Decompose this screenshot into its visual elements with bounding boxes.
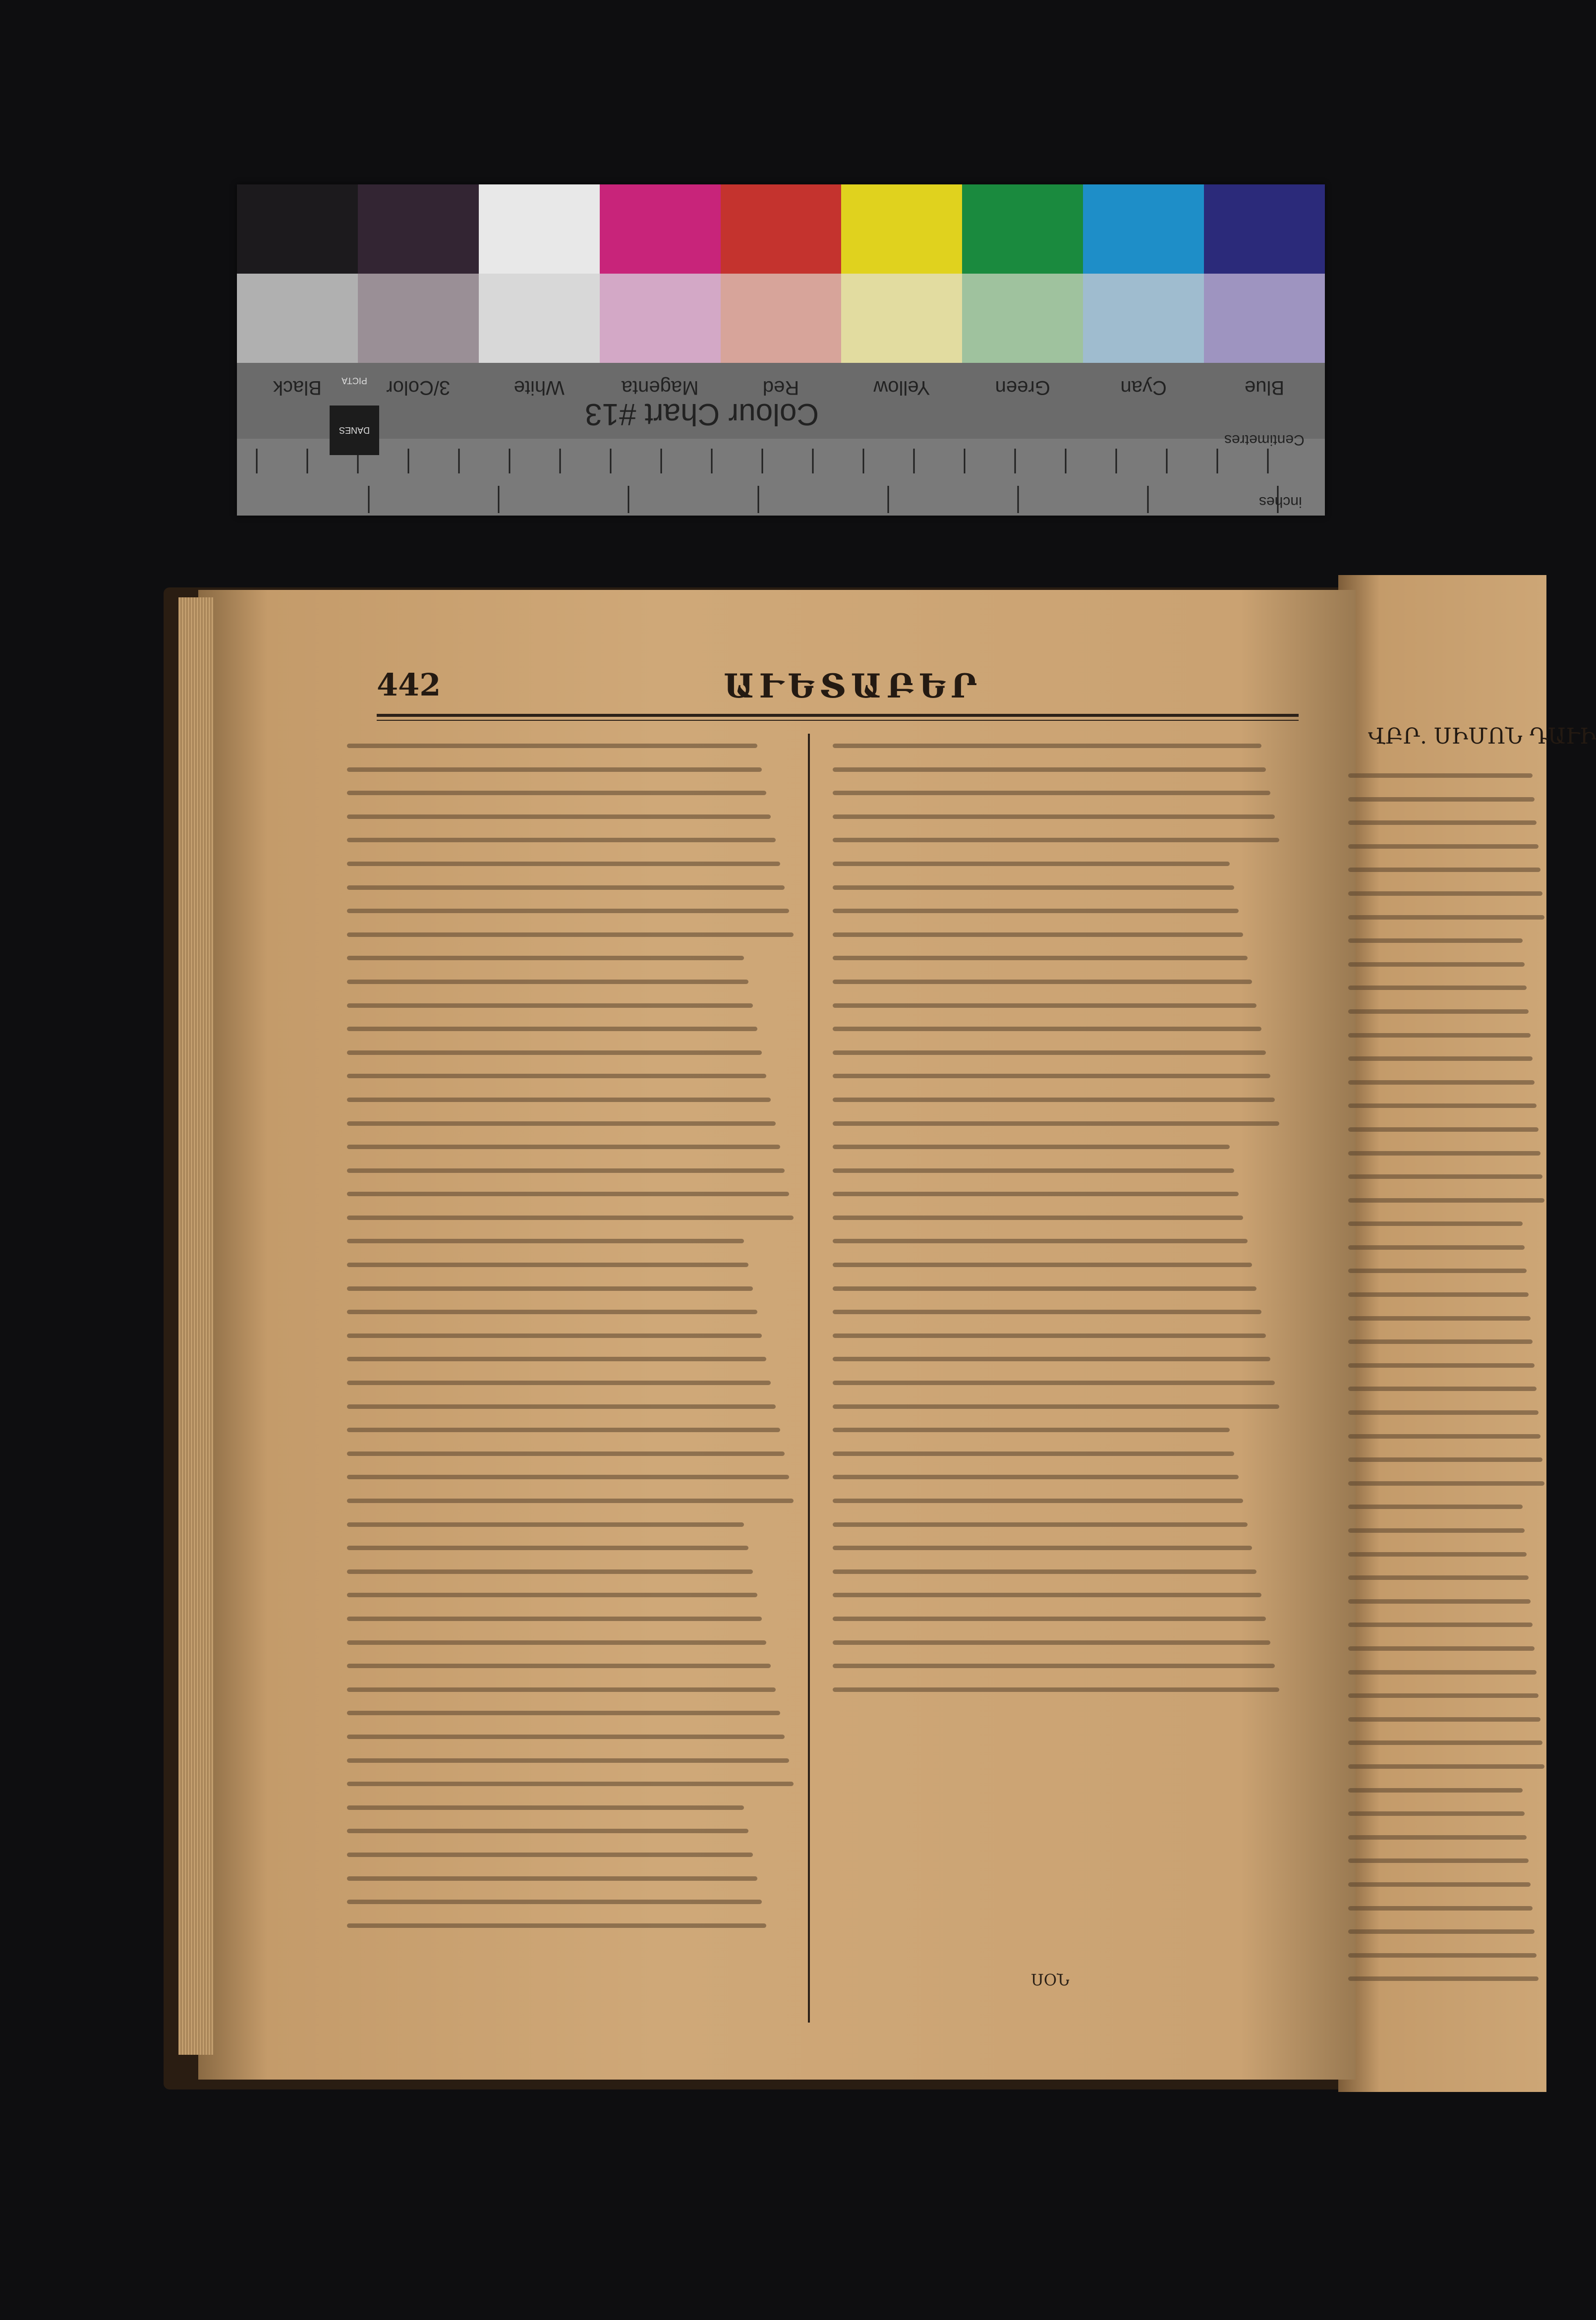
text-line <box>347 909 789 913</box>
text-line <box>347 1805 744 1810</box>
text-line <box>347 1239 744 1243</box>
text-line <box>1348 1221 1523 1226</box>
text-line <box>833 1687 1279 1692</box>
text-line <box>347 1121 776 1126</box>
text-line <box>1348 1434 1540 1439</box>
text-line <box>1348 1788 1523 1793</box>
text-line <box>1348 1976 1539 1981</box>
text-line <box>1348 1953 1537 1958</box>
text-line <box>1348 1764 1544 1769</box>
text-line <box>1348 1858 1529 1863</box>
text-line <box>1348 1363 1535 1368</box>
text-line <box>347 814 771 819</box>
text-line <box>1348 1151 1540 1156</box>
text-line <box>1348 1552 1527 1557</box>
text-line <box>833 956 1248 960</box>
text-line <box>347 1617 762 1621</box>
text-line <box>347 932 794 937</box>
text-column-right <box>833 744 1284 1715</box>
text-line <box>347 1546 748 1550</box>
swatch-top-6 <box>962 184 1083 274</box>
text-line <box>347 1145 780 1149</box>
swatch-top-2 <box>479 184 600 274</box>
text-line <box>833 1263 1252 1267</box>
text-line <box>833 1239 1248 1243</box>
ruler-unit-cm: Centimetres <box>1224 432 1305 448</box>
header-rule-thin <box>377 720 1299 721</box>
text-line <box>833 1522 1248 1527</box>
text-line <box>833 1310 1261 1314</box>
text-line <box>347 744 757 748</box>
text-line <box>833 1074 1270 1078</box>
text-line <box>347 1098 771 1102</box>
running-head: ԱՒԵՏԱԲԵՐ <box>724 667 982 705</box>
text-line <box>833 1475 1239 1479</box>
text-line <box>1348 1575 1529 1580</box>
text-line <box>1348 1811 1525 1816</box>
swatch-label: White <box>513 377 565 399</box>
text-line <box>1348 1339 1533 1344</box>
text-line <box>347 1404 776 1409</box>
text-line <box>1348 1198 1544 1203</box>
text-line <box>1348 1127 1539 1132</box>
swatch-bottom-5 <box>841 274 962 363</box>
text-line <box>833 814 1275 819</box>
text-line <box>347 1050 762 1055</box>
text-line <box>347 1381 771 1385</box>
text-column-right-page <box>1348 773 1546 2023</box>
text-line <box>347 1357 766 1361</box>
text-line <box>1348 1292 1529 1297</box>
text-line <box>833 980 1252 984</box>
text-line <box>347 1758 789 1763</box>
swatch-label: Green <box>995 377 1050 399</box>
text-line <box>347 1687 776 1692</box>
text-line <box>1348 1103 1537 1108</box>
right-page-heading: ՎԲՐ. ՍԻՄՈՆ ԴԱՒԻ <box>1368 724 1596 749</box>
text-line <box>833 885 1234 890</box>
text-line <box>347 1310 757 1314</box>
text-line <box>347 1664 771 1668</box>
text-line <box>833 909 1239 913</box>
text-line <box>833 767 1266 772</box>
swatch-top-7 <box>1083 184 1204 274</box>
text-line <box>347 791 766 795</box>
text-line <box>347 980 748 984</box>
column-divider <box>808 734 810 2023</box>
text-line <box>1348 1835 1527 1840</box>
swatch-top-0 <box>237 184 358 274</box>
text-line <box>833 1168 1234 1173</box>
text-line <box>347 956 744 960</box>
text-line <box>833 1381 1275 1385</box>
text-line <box>347 838 776 842</box>
text-line <box>347 1593 757 1597</box>
text-line <box>1348 1882 1531 1887</box>
swatch-bottom-3 <box>600 274 721 363</box>
text-line <box>833 1050 1266 1055</box>
swatch-top-1 <box>358 184 479 274</box>
text-line <box>347 1900 762 1904</box>
text-line <box>833 1192 1239 1196</box>
page-number: 442 <box>377 667 441 703</box>
text-line <box>1348 1316 1531 1321</box>
text-line <box>347 1782 794 1786</box>
text-line <box>1348 1410 1539 1415</box>
text-line <box>833 1428 1230 1432</box>
colour-chart-title: Colour Chart #13 <box>585 397 819 431</box>
swatch-bottom-0 <box>237 274 358 363</box>
text-line <box>833 791 1270 795</box>
swatch-label: Yellow <box>873 377 930 399</box>
text-line <box>1348 1174 1542 1179</box>
text-line <box>347 1499 794 1503</box>
text-line <box>347 1475 789 1479</box>
text-line <box>833 1334 1266 1338</box>
text-line <box>833 1640 1270 1645</box>
text-line <box>1348 1740 1542 1745</box>
text-line <box>833 1003 1256 1008</box>
swatch-label: Red <box>762 377 799 399</box>
text-line <box>1348 938 1523 943</box>
text-line <box>833 1121 1279 1126</box>
text-line <box>347 1216 794 1220</box>
footer-mark: ՍՕՆ <box>1031 1971 1070 1989</box>
text-line <box>1348 1269 1527 1273</box>
swatch-label: Blue <box>1245 377 1285 399</box>
text-line <box>1348 1599 1531 1604</box>
text-line <box>833 1145 1230 1149</box>
text-line <box>1348 1693 1539 1698</box>
text-line <box>1348 1717 1540 1722</box>
text-line <box>347 767 762 772</box>
text-line <box>347 1286 753 1291</box>
swatch-bottom-8 <box>1204 274 1325 363</box>
text-line <box>1348 868 1540 872</box>
text-line <box>347 1003 753 1008</box>
swatch-bottom-7 <box>1083 274 1204 363</box>
text-column-left <box>347 744 798 1963</box>
text-line <box>347 1876 757 1881</box>
swatch-label: 3/Color <box>386 377 451 399</box>
swatch-row-bottom <box>237 274 1325 363</box>
text-line <box>833 1216 1243 1220</box>
text-line <box>1348 1623 1533 1627</box>
swatch-row-top <box>237 184 1325 274</box>
text-line <box>1348 962 1525 967</box>
swatch-bottom-1 <box>358 274 479 363</box>
swatch-top-3 <box>600 184 721 274</box>
text-line <box>347 1027 757 1031</box>
text-line <box>1348 844 1539 849</box>
text-line <box>1348 773 1533 778</box>
text-line <box>833 1593 1261 1597</box>
text-line <box>347 1074 766 1078</box>
text-line <box>1348 820 1537 825</box>
swatch-label: Black <box>273 377 322 399</box>
text-line <box>833 1451 1234 1456</box>
text-line <box>1348 1481 1544 1486</box>
text-line <box>347 1168 785 1173</box>
swatch-top-8 <box>1204 184 1325 274</box>
swatch-top-4 <box>721 184 842 274</box>
text-line <box>1348 1387 1537 1391</box>
text-line <box>833 744 1261 748</box>
text-line <box>347 1334 762 1338</box>
text-line <box>1348 1080 1535 1085</box>
text-line <box>833 932 1243 937</box>
swatch-bottom-6 <box>962 274 1083 363</box>
text-line <box>833 838 1279 842</box>
text-line <box>1348 1457 1542 1462</box>
text-line <box>347 1428 780 1432</box>
swatch-bottom-2 <box>479 274 600 363</box>
text-line <box>347 1263 748 1267</box>
text-line <box>1348 1009 1529 1014</box>
text-line <box>347 862 780 866</box>
text-line <box>1348 1906 1533 1911</box>
text-line <box>1348 1670 1537 1675</box>
text-line <box>347 1711 780 1715</box>
text-line <box>833 1664 1275 1668</box>
text-line <box>1348 1929 1535 1934</box>
text-line <box>347 1522 744 1527</box>
text-line <box>833 1499 1243 1503</box>
text-line <box>347 1569 753 1574</box>
text-line <box>1348 1505 1523 1509</box>
text-line <box>833 862 1230 866</box>
text-line <box>833 1404 1279 1409</box>
text-line <box>1348 797 1535 802</box>
text-line <box>1348 1033 1531 1038</box>
text-line <box>347 1735 785 1739</box>
text-line <box>347 1853 753 1857</box>
text-line <box>1348 1646 1535 1651</box>
text-line <box>833 1098 1275 1102</box>
text-line <box>1348 986 1527 990</box>
text-line <box>833 1027 1261 1031</box>
text-line <box>833 1286 1256 1291</box>
page-edges <box>178 597 213 2055</box>
swatch-label: Cyan <box>1120 377 1167 399</box>
text-line <box>347 1192 789 1196</box>
header-rule <box>377 714 1299 717</box>
chart-logo: DANES PICTA <box>330 406 379 455</box>
ruler-unit-in: inches <box>1259 494 1302 510</box>
text-line <box>347 1640 766 1645</box>
text-line <box>1348 1245 1525 1250</box>
text-line <box>833 1569 1256 1574</box>
text-line <box>1348 1528 1525 1533</box>
ruler <box>237 439 1325 516</box>
text-line <box>347 1451 785 1456</box>
text-line <box>1348 915 1544 920</box>
text-line <box>1348 1056 1533 1061</box>
text-line <box>347 885 785 890</box>
swatch-label: Magenta <box>621 377 699 399</box>
text-line <box>833 1357 1270 1361</box>
swatch-top-5 <box>841 184 962 274</box>
text-line <box>1348 891 1542 896</box>
text-line <box>347 1829 748 1833</box>
text-line <box>833 1617 1266 1621</box>
swatch-bottom-4 <box>721 274 842 363</box>
text-line <box>347 1923 766 1928</box>
text-line <box>833 1546 1252 1550</box>
